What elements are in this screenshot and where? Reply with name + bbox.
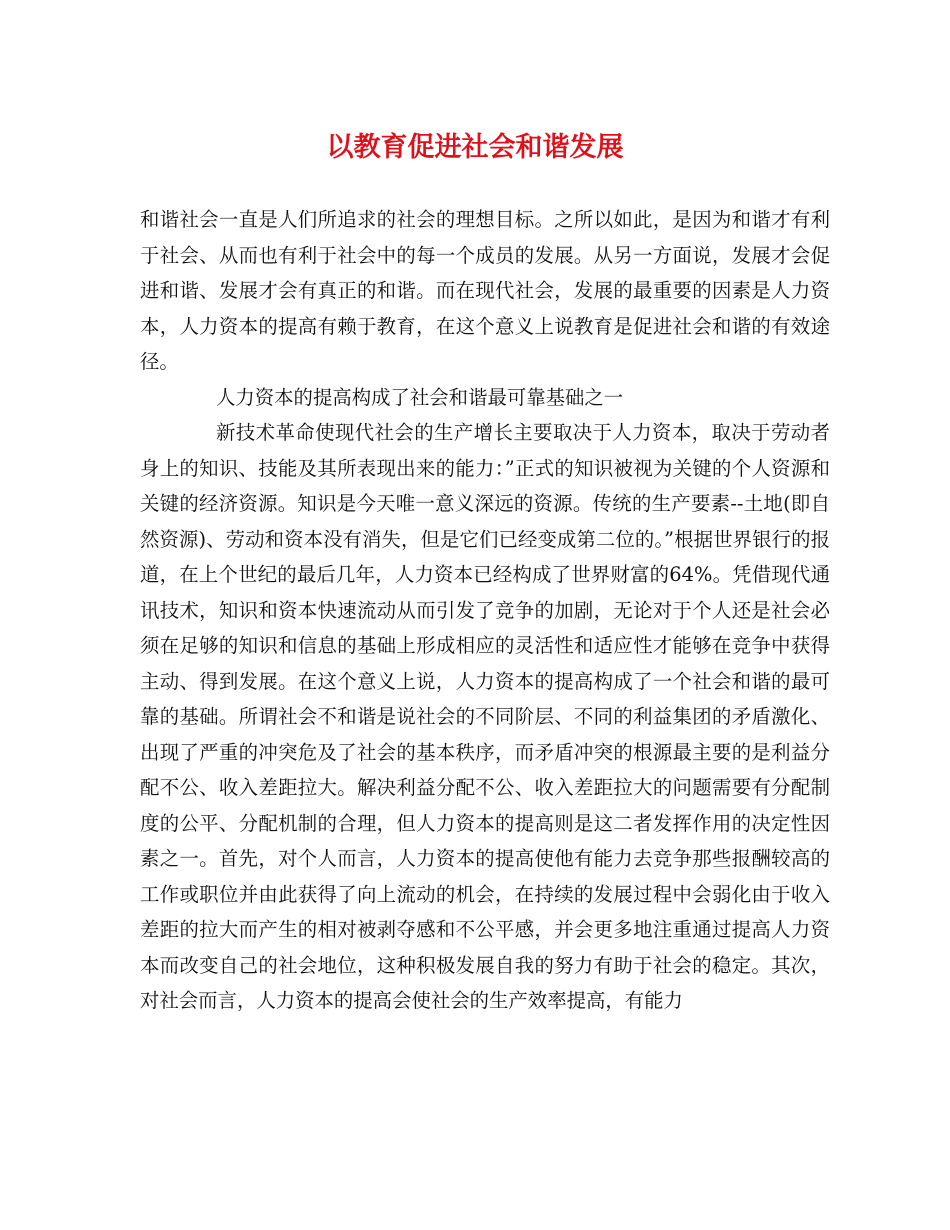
section-heading: 人力资本的提高构成了社会和谐最可靠基础之一: [216, 385, 624, 409]
document-title: 以教育促进社会和谐发展: [326, 132, 624, 163]
body-paragraph: 新技术革命使现代社会的生产增长主要取决于人力资本，取决于劳动者身上的知识、技能及其所表现出来的能力：”正式的知识被视为关键的个人资源和关键的经济资源。知识是今天唯一意义深远的资源。传统的生产要素--土地(即自然资源)、劳动和资本没有消失，但是它们已经变成第二位的。”根据世界银行的报道，在上个世纪的最后几年，人力资本已经构成了世界财富的64%。凭借现代通讯技术，知识和资本快速流动从而引发了竞争的加剧，无论对于个人还是社会必须在足够的知识和信息的基础上形成相应的灵活性和适应性才能够在竞争中获得主动、得到发展。在这个意义上说，人力资本的提高构成了一个社会和谐的最可靠的基础。所谓社会不和谐是说社会的不同阶层、不同的利益集团的矛盾激化、出现了严重的冲突危及了社会的基本秩序，而矛盾冲突的根源最主要的是利益分配不公、收入差距拉大。解决利益分配不公、收入差距拉大的问题需要有分配制度的公平、分配机制的合理，但人力资本的提高则是这二者发挥作用的决定性因素之一。首先，对个人而言，人力资本的提高使他有能力去竞争那些报酬较高的工作或职位并由此获得了向上流动的机会，在持续的发展过程中会弱化由于收入差距的拉大而产生的相对被剥夺感和不公平感，并会更多地注重通过提高人力资本而改变自己的社会地位，这种积极发展自我的努力有助于社会的稳定。其次，对社会而言，人力资本的提高会使社会的生产效率提高，有能力: [140, 421, 830, 1012]
document-body: [140, 202, 830, 1019]
intro-paragraph: 和谐社会一直是人们所追求的社会的理想目标。之所以如此，是因为和谐才有利于社会、从而也有利于社会中的每一个成员的发展。从另一方面说，发展才会促进和谐、发展才会有真正的和谐。而在现代社会，发展的最重要的因素是人力资本，人力资本的提高有赖于教育，在这个意义上说教育是促进社会和谐的有效途径。: [140, 208, 830, 373]
